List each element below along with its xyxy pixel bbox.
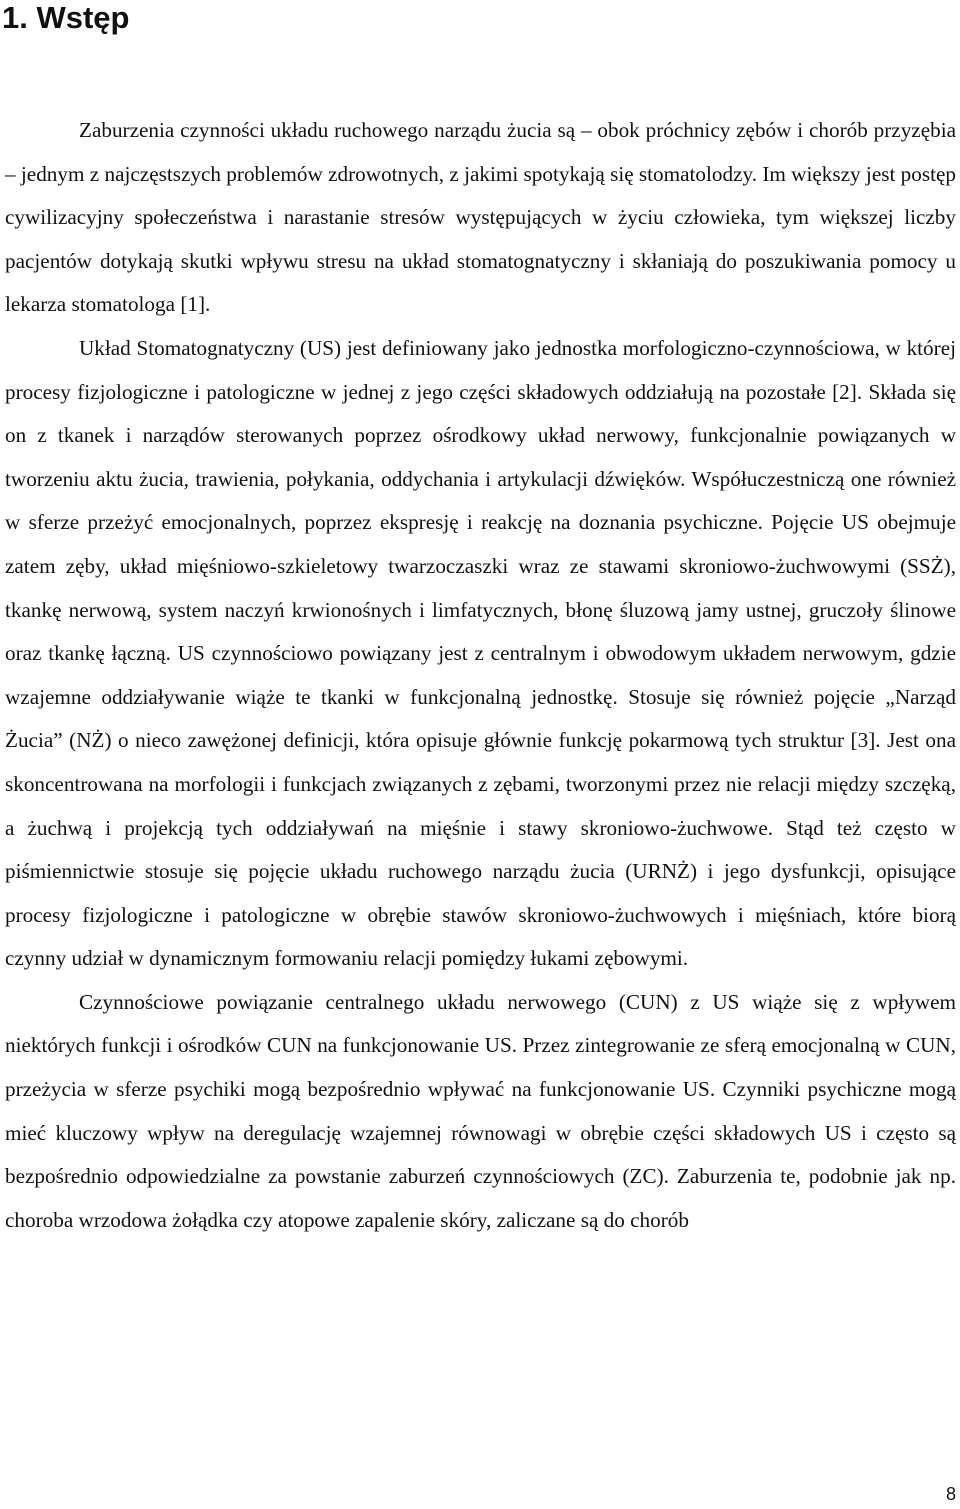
body-text (5, 109, 956, 1242)
paragraph-stomatognathic-system: Układ Stomatognatyczny (US) jest definiowany jako jednostka morfologiczno-czynnościowa, w której procesy fizjologiczne i patologiczne w jednej z jego części składowych oddziałują na pozostałe [2]. Składa się on z tkanek i narządów sterowanych poprzez ośrodkowy układ nerwowy, funkcjonalnie powiązanych w tworzeniu aktu żucia, trawienia, połykania, oddychania i artykulacji dźwięków. Współuczestniczą one również w sferze przeżyć emocjonalnych, poprzez ekspresję i reakcję na doznania psychiczne. Pojęcie US obejmuje zatem zęby, układ mięśniowo-szkieletowy twarzoczaszki wraz ze stawami skroniowo-żuchwowymi (SSŻ), tkankę nerwową, system naczyń krwionośnych i limfatycznych, błonę śluzową jamy ustnej, gruczoły ślinowe oraz tkankę łączną. US czynnościowo powiązany jest z centralnym i obwodowym układem nerwowym, gdzie wzajemne oddziaływanie wiąże te tkanki w funkcjonalną jednostkę. Stosuje się również pojęcie „Narząd Żucia” (NŻ) o nieco zawężonej definicji, która opisuje głównie funkcję pokarmową tych struktur [3]. Jest ona skoncentrowana na morfologii i funkcjach związanych z zębami, tworzonymi przez nie relacji między szczęką, a żuchwą i projekcją tych oddziaływań na mięśnie i stawy skroniowo-żuchwowe. Stąd też często w piśmiennictwie stosuje się pojęcie układu ruchowego narządu żucia (URNŻ) i jego dysfunkcji, opisujące procesy fizjologiczne i patologiczne w obrębie stawów skroniowo-żuchwowych i mięśniach, które biorą czynny udział w dynamicznym formowaniu relacji pomiędzy łukami zębowymi. (5, 335, 956, 971)
page-number: 8 (945, 1484, 956, 1504)
paragraph-intro: Zaburzenia czynności układu ruchowego narządu żucia są – obok próchnicy zębów i chorób przyzębia – jednym z najczęstszych problemów zdrowotnych, z jakimi spotykają się stomatolodzy. Im większy jest postęp cywilizacyjny społeczeństwa i narastanie stresów występujących w życiu człowieka, tym większej liczby pacjentów dotykają skutki wpływu stresu na układ stomatognatyczny i skłaniają do poszukiwania pomocy u lekarza stomatologa [1]. (5, 118, 956, 317)
section-heading: 1. Wstęp (2, 0, 130, 35)
paragraph-cns-relation: Czynnościowe powiązanie centralnego układu nerwowego (CUN) z US wiąże się z wpływem niektórych funkcji i ośrodków CUN na funkcjonowanie US. Przez zintegrowanie ze sferą emocjonalną w CUN, przeżycia w sferze psychiki mogą bezpośrednio wpływać na funkcjonowanie US. Czynniki psychiczne mogą mieć kluczowy wpływ na deregulację wzajemnej równowagi w obrębie części składowych US i często są bezpośrednio odpowiedzialne za powstanie zaburzeń czynnościowych (ZC). Zaburzenia te, podobnie jak np. choroba wrzodowa żołądka czy atopowe zapalenie skóry, zaliczane są do chorób (5, 989, 956, 1232)
